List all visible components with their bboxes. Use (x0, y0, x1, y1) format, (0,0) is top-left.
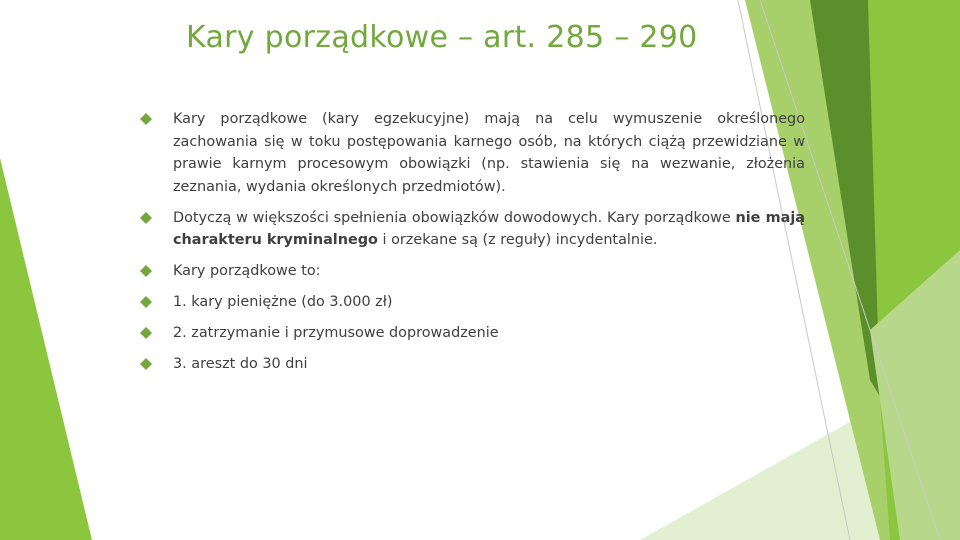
bullet-item (140, 322, 805, 345)
diamond-bullet-icon (140, 113, 152, 125)
bullet-item (140, 260, 805, 283)
left-green-wedge (0, 158, 92, 540)
bullet-text: Kary porządkowe (kary egzekucyjne) mają na celu wymuszenie określonego zachowania się w toku postępowania karnego osób, na których ciążą przewidziane w prawie karnym procesowym obowiązki (np. stawienia się na wezwanie, złożenia zeznania, wydania określonych przedmiotów). (173, 111, 805, 195)
bullet-text: 2. zatrzymanie i przymusowe doprowadzenie (173, 325, 499, 341)
diamond-bullet-icon (140, 265, 152, 277)
bullet-text-before: Dotyczą w większości spełnienia obowiązków dowodowych. Kary porządkowe (173, 209, 736, 226)
bullet-text: 3. areszt do 30 dni (173, 356, 308, 372)
bullet-item (140, 108, 805, 198)
bullet-item (140, 353, 805, 376)
diamond-bullet-icon (140, 212, 152, 224)
bullet-list (140, 108, 805, 384)
bullet-item (140, 291, 805, 314)
diamond-bullet-icon (140, 296, 152, 308)
bullet-text: 1. kary pieniężne (do 3.000 zł) (173, 294, 393, 310)
diamond-bullet-icon (140, 358, 152, 370)
bullet-text-after: i orzekane są (z reguły) incydentalnie. (377, 232, 658, 248)
diamond-bullet-icon (140, 327, 152, 339)
bullet-item (140, 207, 805, 252)
bullet-text: Kary porządkowe to: (173, 263, 321, 279)
slide-title: Kary porządkowe – art. 285 – 290 (186, 20, 698, 55)
bullet-text-bold: nie mają charakteru kryminalnego (173, 209, 805, 248)
